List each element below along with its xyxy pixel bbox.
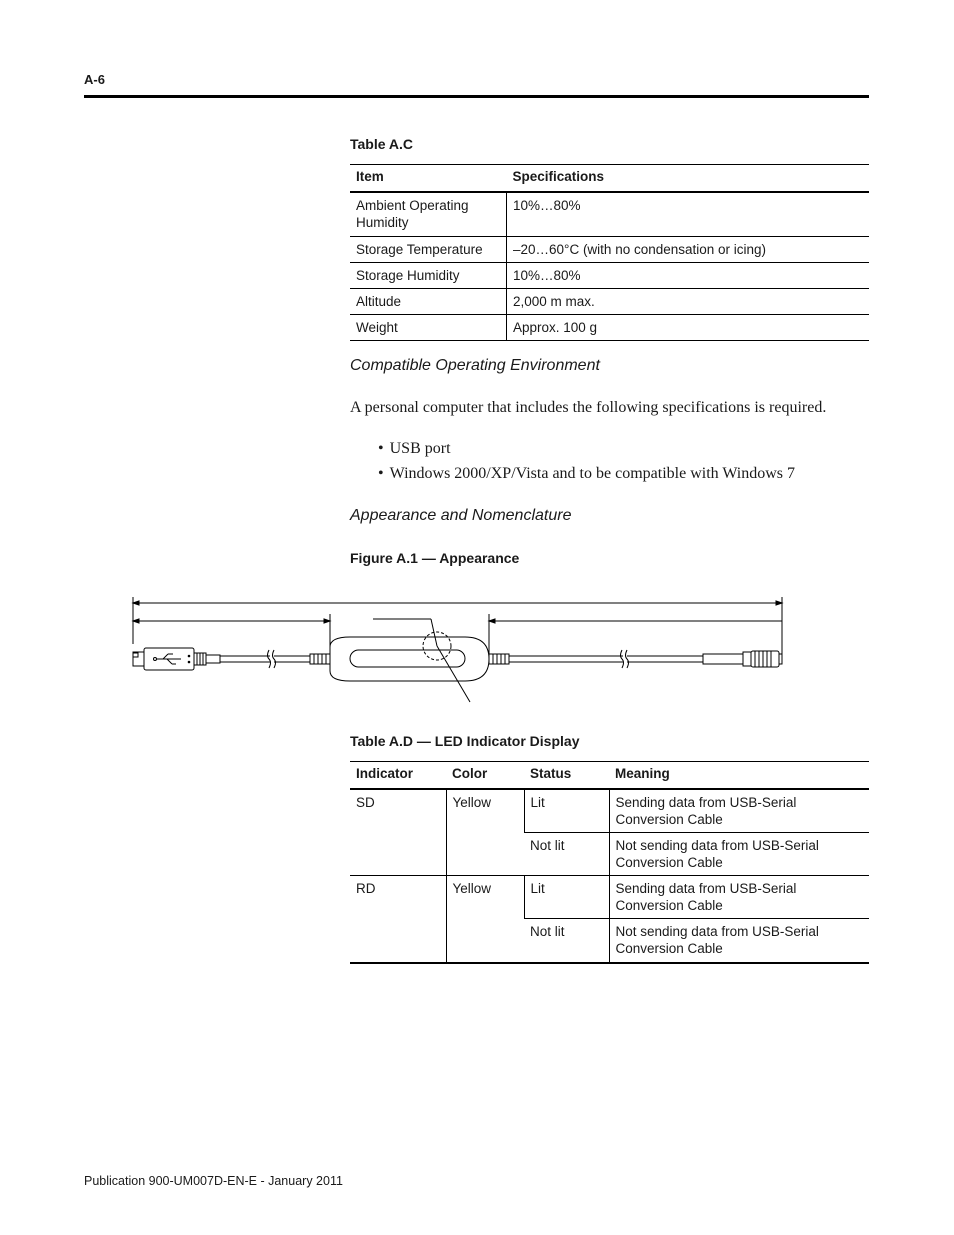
table-cell: 10%…80% (513, 267, 581, 283)
publication-footer: Publication 900-UM007D-EN-E - January 2011 (84, 1174, 343, 1188)
table-row (350, 789, 869, 833)
table-cell: SD (350, 789, 446, 876)
table-cell: Lit (524, 789, 609, 833)
table-cell: Lit (524, 876, 609, 919)
figure-caption: Figure A.1 — Appearance (350, 550, 520, 566)
table-cell: Yellow (446, 789, 524, 876)
compat-intro: A personal computer that includes the following specifications is required. (350, 399, 827, 416)
table-row (350, 262, 869, 288)
table-cell: Sending data from USB-Serial Conversion Cable (609, 876, 869, 919)
table-c (350, 164, 869, 341)
table-d-header-indicator: Indicator (356, 766, 414, 781)
compat-bullet-list (378, 440, 795, 490)
table-cell: Ambient Operating Humidity (350, 192, 507, 236)
table-row (350, 236, 869, 262)
list-item: • Windows 2000/XP/Vista and to be compatible with Windows 7 (378, 465, 795, 490)
table-cell: Not lit (524, 919, 609, 963)
list-item: • USB port (378, 440, 795, 465)
table-cell: RD (350, 876, 446, 963)
table-row (350, 314, 869, 340)
usb-serial-cable-figure (125, 592, 795, 722)
table-cell: Altitude (350, 288, 507, 314)
table-d (350, 761, 869, 964)
table-cell: Yellow (446, 876, 524, 963)
table-row (350, 876, 869, 919)
page-number: A-6 (84, 72, 105, 87)
table-row (350, 288, 869, 314)
table-cell: Weight (350, 314, 507, 340)
table-c-header-item: Item (356, 169, 384, 184)
table-cell: Not lit (524, 833, 609, 876)
table-cell: 10%…80% (513, 198, 581, 213)
appearance-heading: Appearance and Nomenclature (350, 507, 572, 524)
table-cell: –20…60°C (with no condensation or icing) (513, 241, 767, 257)
table-cell: Not sending data from USB-Serial Conversion Cable (609, 919, 869, 963)
table-c-caption: Table A.C (350, 136, 414, 152)
table-row (350, 192, 869, 236)
header-rule (84, 95, 869, 98)
compat-heading: Compatible Operating Environment (350, 357, 600, 374)
table-d-header-color: Color (452, 766, 488, 781)
table-d-header-status: Status (530, 766, 572, 781)
table-d-header-meaning: Meaning (615, 766, 670, 781)
table-cell: Approx. 100 g (513, 319, 598, 335)
table-cell: Storage Temperature (350, 236, 507, 262)
table-c-header-specifications: Specifications (512, 169, 605, 184)
table-cell: 2,000 m max. (513, 293, 595, 309)
table-cell: Not sending data from USB-Serial Conversion Cable (609, 833, 869, 876)
table-cell: Sending data from USB-Serial Conversion Cable (609, 789, 869, 833)
table-cell: Storage Humidity (350, 262, 507, 288)
table-d-caption: Table A.D — LED Indicator Display (350, 733, 580, 749)
